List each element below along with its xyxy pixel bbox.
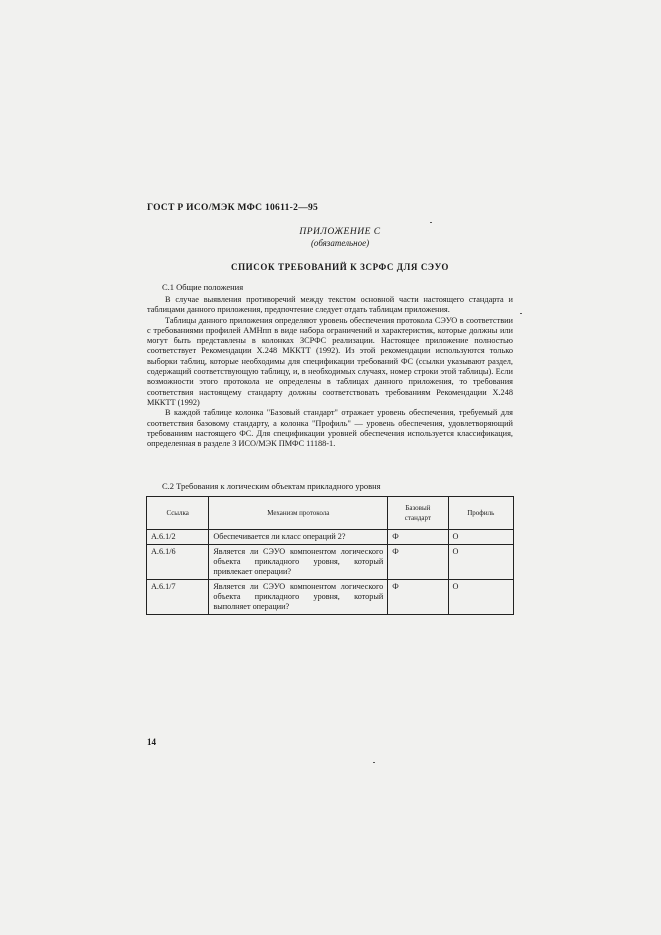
column-header-profile: Профиль [448, 497, 513, 530]
cell-profile: О [448, 580, 513, 615]
column-header-ref: Ссылка [147, 497, 209, 530]
requirements-table [146, 496, 514, 615]
cell-mechanism: Является ли СЭУО компонентом логического объекта прикладного уровня, который выполняет операции? [209, 580, 388, 615]
table-header-row [147, 497, 514, 530]
cell-base: Ф [388, 580, 448, 615]
document-title: СПИСОК ТРЕБОВАНИЙ К ЗСРФС ДЛЯ СЭУО [230, 262, 449, 272]
paragraph: В каждой таблице колонка "Базовый стандарт" отражает уровень обеспечения, требуемый для соответствия базовому стандарту, а колонка "Профиль" — уровень обеспечения, удовлетворяющий требованиям настоящего ФС. Для спецификации уровней обеспечения используется классификация, определенная в разделе 3 ИСО/МЭК ПМФС 11188-1. [147, 408, 513, 449]
section-1-heading: С.1 Общие положения [162, 282, 244, 292]
cell-base: Ф [388, 545, 448, 580]
table-row [147, 530, 514, 545]
section-2-heading: С.2 Требования к логическим объектам прикладного уровня [162, 481, 381, 491]
page-number: 14 [147, 737, 156, 747]
appendix-subtitle: (обязательное) [310, 238, 370, 248]
scan-speck [520, 313, 522, 314]
table-row [147, 545, 514, 580]
cell-mechanism: Обеспечивается ли класс операций 2? [209, 530, 388, 545]
cell-profile: О [448, 545, 513, 580]
cell-ref: А.6.1/7 [147, 580, 209, 615]
paragraph: В случае выявления противоречий между текстом основной части настоящего стандарта и таблицами данного приложения, предпочтение следует отдать таблицам приложения. [147, 295, 513, 315]
document-header: ГОСТ Р ИСО/МЭК МФС 10611-2—95 [147, 203, 319, 213]
appendix-label [240, 227, 440, 249]
appendix-title: ПРИЛОЖЕНИЕ С [299, 227, 381, 237]
cell-profile: О [448, 530, 513, 545]
section-1-body [147, 295, 513, 449]
paragraph: Таблицы данного приложения определяют уровень обеспечения протокола СЭУО в соответствии с требованиями профилей АМНпп в виде набора ограничений и характеристик, которые должны или могут быть представлены в колонках ЗСРФС реализации. Настоящее приложение полностью соответствует Рекомендации X.248 МККТТ (1992). Из этой рекомендации используются только выборки таблиц, которые необходимы для спецификации требований ФС (ссылки указывают раздел, содержащий соответствующую таблицу, и, в необходимых случаях, номер строки этой таблицы). Если возможности этого протокола не определены в таблицах данного приложения, то требования соответствия настоящему стандарту должны соответствовать требованиям Рекомендации X.248 МККТТ (1992) [147, 315, 513, 407]
table-row [147, 580, 514, 615]
cell-ref: А.6.1/2 [147, 530, 209, 545]
scan-speck [430, 222, 432, 223]
cell-base: Ф [388, 530, 448, 545]
scan-speck [373, 762, 375, 763]
cell-mechanism: Является ли СЭУО компонентом логического объекта прикладного уровня, который привлекает операции? [209, 545, 388, 580]
column-header-mechanism: Механизм протокола [209, 497, 388, 530]
cell-ref: А.6.1/6 [147, 545, 209, 580]
column-header-base: Базовый стандарт [388, 497, 448, 530]
